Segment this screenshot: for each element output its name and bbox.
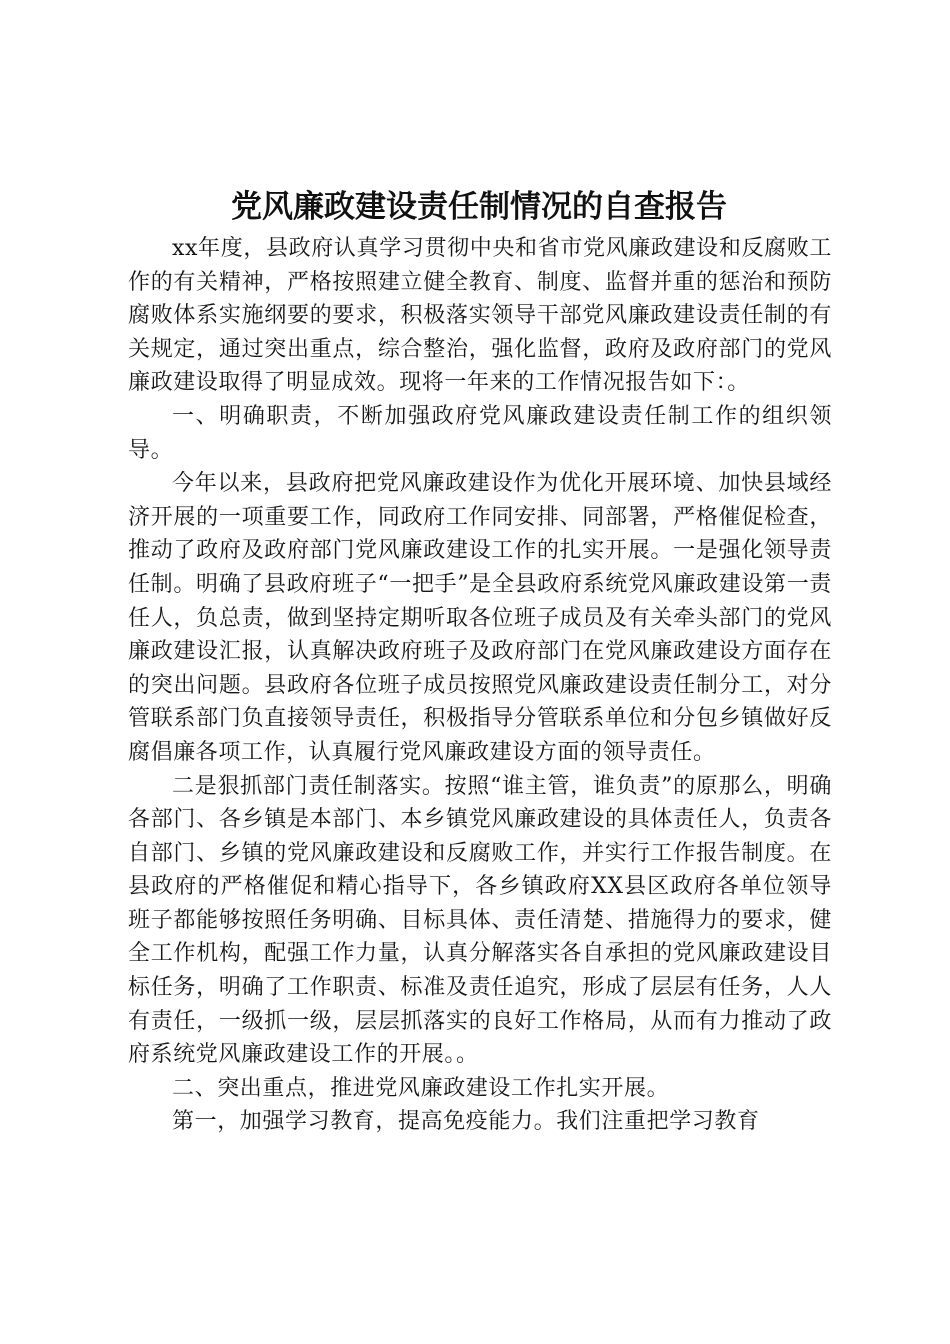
body-paragraph: 今年以来，县政府把党风廉政建设作为优化开展环境、加快县域经济开展的一项重要工作，同政府工作同安排、同部署，严格催促检查，推动了政府及政府部门党风廉政建设工作的扎实开展。一是强化领导责任制。明确了县政府班子“一把手”是全县政府系统党风廉政建设第一责任人，负总责，做到坚持定期听取各位班子成员及有关牵头部门的党风廉政建设汇报，认真解决政府班子及政府部门在党风廉政建设方面存在的突出问题。县政府各位班子成员按照党风廉政建设责任制分工，对分管联系部门负直接领导责任，积极指导分管联系单位和分包乡镇做好反腐倡廉各项工作，认真履行党风廉政建设方面的领导责任。: [128, 471, 832, 765]
page-title: 党风廉政建设责任制情况的自查报告: [231, 189, 727, 225]
section-heading-1: 一、明确职责，不断加强政府党风廉政建设责任制工作的组织领导。: [128, 403, 832, 463]
document-body: [128, 232, 832, 1139]
section-heading-2: 二、突出重点，推进党风廉政建设工作扎实开展。: [172, 1075, 670, 1101]
body-paragraph: 二是狠抓部门责任制落实。按照“谁主管，谁负责”的原那么，明确各部门、各乡镇是本部门、本乡镇党风廉政建设的具体责任人，负责各自部门、乡镇的党风廉政建设和反腐败工作，并实行工作报告制度。在县政府的严格催促和精心指导下，各乡镇政府XX县区政府各单位领导班子都能够按照任务明确、目标具体、责任清楚、措施得力的要求，健全工作机构，配强工作力量，认真分解落实各自承担的党风廉政建设目标任务，明确了工作职责、标准及责任追究，形成了层层有任务，人人有责任，一级抓一级，层层抓落实的良好工作格局，从而有力推动了政府系统党风廉政建设工作的开展。。: [128, 773, 832, 1068]
intro-paragraph: xx年度，县政府认真学习贯彻中央和省市党风廉政建设和反腐败工作的有关精神，严格按照建立健全教育、制度、监督并重的惩治和预防腐败体系实施纲要的要求，积极落实领导干部党风廉政建设责任制的有关规定，通过突出重点，综合整治，强化监督，政府及政府部门的党风廉政建设取得了明显成效。现将一年来的工作情况报告如下：。: [128, 236, 832, 396]
body-paragraph: 第一，加强学习教育，提高免疫能力。我们注重把学习教育: [172, 1109, 760, 1135]
